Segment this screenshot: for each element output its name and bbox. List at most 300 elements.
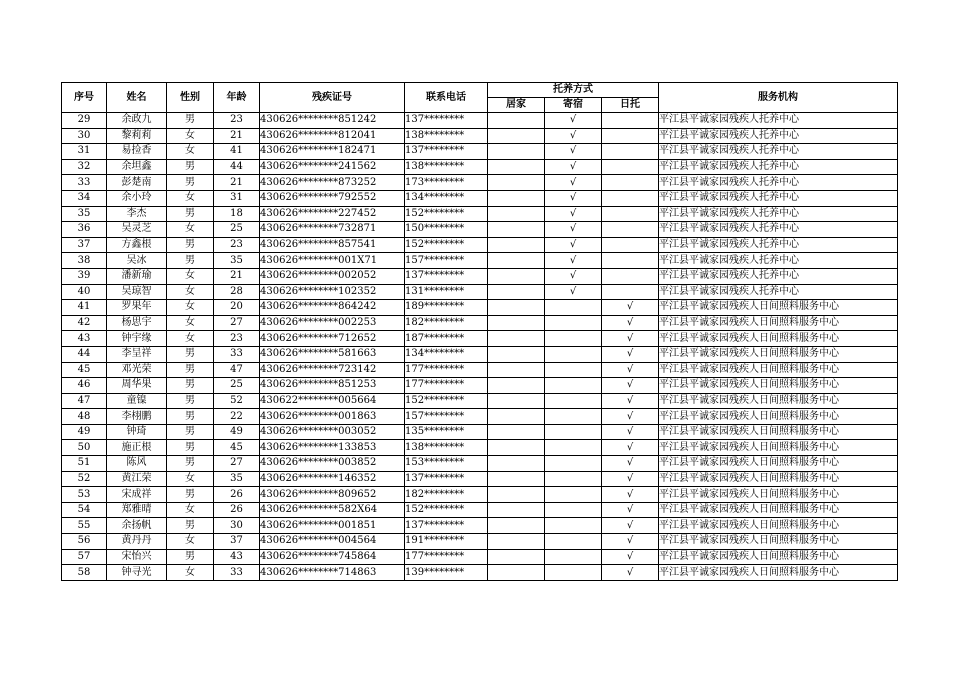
- cell-id-no: 430626********712652: [260, 331, 405, 347]
- cell-name: 邓光荣: [107, 362, 167, 378]
- check-mark-icon: √: [626, 379, 634, 391]
- cell-name: 陈风: [107, 456, 167, 472]
- cell-gender: 男: [167, 113, 214, 129]
- cell-boarding: [545, 378, 602, 394]
- cell-phone: 134********: [405, 190, 488, 206]
- cell-home: [488, 284, 545, 300]
- cell-age: 33: [214, 565, 260, 581]
- check-mark-icon: √: [569, 223, 577, 235]
- header-org: 服务机构: [659, 83, 898, 113]
- cell-gender: 男: [167, 206, 214, 222]
- cell-name: 余坦鑫: [107, 159, 167, 175]
- cell-phone: 150********: [405, 222, 488, 238]
- cell-daycare: [602, 471, 659, 487]
- cell-gender: 女: [167, 502, 214, 518]
- cell-home: [488, 222, 545, 238]
- cell-id-no: 430626********003052: [260, 424, 405, 440]
- cell-phone: 177********: [405, 549, 488, 565]
- header-gender: 性别: [167, 83, 214, 113]
- cell-home: [488, 440, 545, 456]
- cell-name: 钟琦: [107, 424, 167, 440]
- cell-name: 方鑫根: [107, 237, 167, 253]
- cell-age: 26: [214, 502, 260, 518]
- cell-name: 黎莉莉: [107, 128, 167, 144]
- cell-id-no: 430626********241562: [260, 159, 405, 175]
- cell-daycare: [602, 144, 659, 160]
- cell-boarding: [545, 549, 602, 565]
- cell-id-no: 430626********745864: [260, 549, 405, 565]
- cell-phone: 131********: [405, 284, 488, 300]
- cell-id-no: 430626********857541: [260, 237, 405, 253]
- check-mark-icon: √: [626, 550, 634, 562]
- cell-seq: 43: [62, 331, 107, 347]
- cell-boarding: [545, 456, 602, 472]
- table-row: [62, 378, 898, 394]
- cell-age: 22: [214, 409, 260, 425]
- cell-phone: 137********: [405, 268, 488, 284]
- cell-name: 黄江荣: [107, 471, 167, 487]
- cell-boarding: [545, 424, 602, 440]
- cell-seq: 32: [62, 159, 107, 175]
- cell-id-no: 430626********102352: [260, 284, 405, 300]
- cell-id-no: 430626********133853: [260, 440, 405, 456]
- cell-daycare: [602, 518, 659, 534]
- cell-daycare: [602, 159, 659, 175]
- cell-phone: 135********: [405, 424, 488, 440]
- cell-seq: 35: [62, 206, 107, 222]
- cell-age: 20: [214, 300, 260, 316]
- cell-gender: 男: [167, 362, 214, 378]
- cell-org: 平江县平诚家园残疾人日间照料服务中心: [659, 440, 898, 456]
- check-mark-icon: √: [626, 426, 634, 438]
- cell-phone: 138********: [405, 128, 488, 144]
- cell-name: 吴冰: [107, 253, 167, 269]
- cell-daycare: [602, 300, 659, 316]
- cell-boarding: [545, 315, 602, 331]
- cell-seq: 41: [62, 300, 107, 316]
- cell-phone: 134********: [405, 346, 488, 362]
- cell-id-no: 430626********001863: [260, 409, 405, 425]
- cell-org: 平江县平诚家园残疾人日间照料服务中心: [659, 518, 898, 534]
- table-row: [62, 346, 898, 362]
- cell-age: 31: [214, 190, 260, 206]
- check-mark-icon: √: [569, 161, 577, 173]
- cell-daycare: [602, 565, 659, 581]
- cell-org: 平江县平诚家园残疾人日间照料服务中心: [659, 487, 898, 503]
- cell-daycare: [602, 487, 659, 503]
- cell-age: 21: [214, 128, 260, 144]
- table-header: [62, 83, 898, 113]
- cell-boarding: [545, 471, 602, 487]
- table-row: [62, 175, 898, 191]
- header-boarding: 寄宿: [545, 98, 602, 113]
- cell-id-no: 430626********809652: [260, 487, 405, 503]
- cell-age: 21: [214, 175, 260, 191]
- cell-age: 21: [214, 268, 260, 284]
- cell-gender: 女: [167, 268, 214, 284]
- table-row: [62, 284, 898, 300]
- check-mark-icon: √: [569, 254, 577, 266]
- cell-daycare: [602, 253, 659, 269]
- check-mark-icon: √: [626, 317, 634, 329]
- cell-phone: 189********: [405, 300, 488, 316]
- cell-home: [488, 300, 545, 316]
- cell-name: 潘新瑜: [107, 268, 167, 284]
- cell-gender: 女: [167, 222, 214, 238]
- cell-org: 平江县平诚家园残疾人日间照料服务中心: [659, 346, 898, 362]
- table-row: [62, 534, 898, 550]
- check-mark-icon: √: [626, 472, 634, 484]
- header-id-no: 残疾证号: [260, 83, 405, 113]
- cell-org: 平江县平诚家园残疾人日间照料服务中心: [659, 471, 898, 487]
- table-row: [62, 565, 898, 581]
- check-mark-icon: √: [569, 176, 577, 188]
- table-row: [62, 549, 898, 565]
- header-care-mode: 托养方式: [488, 83, 659, 98]
- cell-home: [488, 346, 545, 362]
- check-mark-icon: √: [569, 285, 577, 297]
- table-row: [62, 440, 898, 456]
- cell-home: [488, 502, 545, 518]
- cell-daycare: [602, 362, 659, 378]
- check-mark-icon: √: [626, 457, 634, 469]
- cell-name: 余政九: [107, 113, 167, 129]
- cell-id-no: 430626********182471: [260, 144, 405, 160]
- cell-org: 平江县平诚家园残疾人日间照料服务中心: [659, 362, 898, 378]
- cell-boarding: [545, 206, 602, 222]
- cell-id-no: 430626********723142: [260, 362, 405, 378]
- cell-id-no: 430626********851242: [260, 113, 405, 129]
- cell-boarding: [545, 190, 602, 206]
- cell-name: 童镍: [107, 393, 167, 409]
- cell-phone: 177********: [405, 362, 488, 378]
- cell-name: 吴灵芝: [107, 222, 167, 238]
- cell-home: [488, 128, 545, 144]
- cell-phone: 137********: [405, 113, 488, 129]
- cell-seq: 50: [62, 440, 107, 456]
- cell-gender: 男: [167, 424, 214, 440]
- check-mark-icon: √: [569, 129, 577, 141]
- cell-phone: 182********: [405, 315, 488, 331]
- header-daycare: 日托: [602, 98, 659, 113]
- cell-age: 49: [214, 424, 260, 440]
- cell-seq: 57: [62, 549, 107, 565]
- cell-daycare: [602, 206, 659, 222]
- cell-boarding: [545, 409, 602, 425]
- cell-phone: 157********: [405, 409, 488, 425]
- table-row: [62, 518, 898, 534]
- cell-org: 平江县平诚家园残疾人托养中心: [659, 159, 898, 175]
- cell-org: 平江县平诚家园残疾人托养中心: [659, 190, 898, 206]
- cell-age: 28: [214, 284, 260, 300]
- cell-phone: 152********: [405, 237, 488, 253]
- cell-id-no: 430626********003852: [260, 456, 405, 472]
- cell-name: 施正根: [107, 440, 167, 456]
- cell-boarding: [545, 159, 602, 175]
- cell-age: 33: [214, 346, 260, 362]
- cell-name: 吴琼智: [107, 284, 167, 300]
- cell-org: 平江县平诚家园残疾人托养中心: [659, 113, 898, 129]
- cell-seq: 39: [62, 268, 107, 284]
- cell-phone: 173********: [405, 175, 488, 191]
- cell-daycare: [602, 378, 659, 394]
- table-row: [62, 128, 898, 144]
- cell-gender: 男: [167, 378, 214, 394]
- cell-phone: 138********: [405, 440, 488, 456]
- table-row: [62, 409, 898, 425]
- check-mark-icon: √: [626, 488, 634, 500]
- cell-org: 平江县平诚家园残疾人日间照料服务中心: [659, 549, 898, 565]
- cell-name: 周华果: [107, 378, 167, 394]
- cell-boarding: [545, 331, 602, 347]
- cell-gender: 女: [167, 471, 214, 487]
- cell-age: 41: [214, 144, 260, 160]
- cell-org: 平江县平诚家园残疾人托养中心: [659, 206, 898, 222]
- cell-phone: 137********: [405, 471, 488, 487]
- cell-phone: 139********: [405, 565, 488, 581]
- cell-seq: 34: [62, 190, 107, 206]
- cell-daycare: [602, 237, 659, 253]
- cell-boarding: [545, 440, 602, 456]
- cell-seq: 56: [62, 534, 107, 550]
- cell-phone: 152********: [405, 206, 488, 222]
- cell-home: [488, 144, 545, 160]
- cell-seq: 44: [62, 346, 107, 362]
- check-mark-icon: √: [569, 207, 577, 219]
- cell-age: 25: [214, 378, 260, 394]
- cell-seq: 58: [62, 565, 107, 581]
- cell-boarding: [545, 113, 602, 129]
- cell-age: 45: [214, 440, 260, 456]
- check-mark-icon: √: [569, 192, 577, 204]
- check-mark-icon: √: [626, 394, 634, 406]
- cell-org: 平江县平诚家园残疾人托养中心: [659, 222, 898, 238]
- cell-id-no: 430626********002253: [260, 315, 405, 331]
- cell-gender: 女: [167, 534, 214, 550]
- cell-age: 27: [214, 315, 260, 331]
- cell-phone: 138********: [405, 159, 488, 175]
- cell-gender: 女: [167, 331, 214, 347]
- cell-id-no: 430626********582X64: [260, 502, 405, 518]
- cell-age: 35: [214, 253, 260, 269]
- cell-boarding: [545, 534, 602, 550]
- cell-home: [488, 331, 545, 347]
- cell-org: 平江县平诚家园残疾人托养中心: [659, 253, 898, 269]
- cell-home: [488, 175, 545, 191]
- cell-gender: 女: [167, 128, 214, 144]
- cell-age: 43: [214, 549, 260, 565]
- cell-boarding: [545, 284, 602, 300]
- cell-home: [488, 315, 545, 331]
- cell-home: [488, 253, 545, 269]
- check-mark-icon: √: [626, 348, 634, 360]
- table-row: [62, 502, 898, 518]
- cell-gender: 男: [167, 518, 214, 534]
- cell-seq: 38: [62, 253, 107, 269]
- cell-age: 18: [214, 206, 260, 222]
- cell-boarding: [545, 300, 602, 316]
- cell-id-no: 430626********873252: [260, 175, 405, 191]
- check-mark-icon: √: [569, 239, 577, 251]
- cell-daycare: [602, 534, 659, 550]
- cell-daycare: [602, 393, 659, 409]
- cell-gender: 男: [167, 549, 214, 565]
- cell-home: [488, 159, 545, 175]
- cell-daycare: [602, 113, 659, 129]
- cell-daycare: [602, 315, 659, 331]
- cell-gender: 男: [167, 409, 214, 425]
- cell-home: [488, 424, 545, 440]
- cell-id-no: 430622********005664: [260, 393, 405, 409]
- cell-age: 23: [214, 113, 260, 129]
- cell-daycare: [602, 128, 659, 144]
- cell-age: 23: [214, 331, 260, 347]
- cell-gender: 男: [167, 175, 214, 191]
- cell-name: 易捡香: [107, 144, 167, 160]
- check-mark-icon: √: [626, 519, 634, 531]
- check-mark-icon: √: [626, 332, 634, 344]
- cell-seq: 49: [62, 424, 107, 440]
- table-row: [62, 268, 898, 284]
- cell-boarding: [545, 346, 602, 362]
- cell-seq: 36: [62, 222, 107, 238]
- registry-table: [61, 82, 898, 581]
- cell-org: 平江县平诚家园残疾人日间照料服务中心: [659, 300, 898, 316]
- cell-name: 宋成祥: [107, 487, 167, 503]
- check-mark-icon: √: [626, 504, 634, 516]
- cell-org: 平江县平诚家园残疾人托养中心: [659, 175, 898, 191]
- cell-id-no: 430626********732871: [260, 222, 405, 238]
- cell-daycare: [602, 175, 659, 191]
- cell-name: 李杰: [107, 206, 167, 222]
- table-row: [62, 237, 898, 253]
- cell-gender: 男: [167, 159, 214, 175]
- cell-boarding: [545, 175, 602, 191]
- cell-org: 平江县平诚家园残疾人日间照料服务中心: [659, 315, 898, 331]
- table-row: [62, 331, 898, 347]
- cell-home: [488, 518, 545, 534]
- cell-id-no: 430626********851253: [260, 378, 405, 394]
- cell-gender: 男: [167, 487, 214, 503]
- cell-boarding: [545, 362, 602, 378]
- cell-age: 27: [214, 456, 260, 472]
- cell-org: 平江县平诚家园残疾人日间照料服务中心: [659, 502, 898, 518]
- cell-daycare: [602, 549, 659, 565]
- cell-org: 平江县平诚家园残疾人日间照料服务中心: [659, 456, 898, 472]
- cell-id-no: 430626********227452: [260, 206, 405, 222]
- cell-id-no: 430626********792552: [260, 190, 405, 206]
- cell-home: [488, 378, 545, 394]
- cell-gender: 男: [167, 440, 214, 456]
- cell-boarding: [545, 253, 602, 269]
- table-row: [62, 362, 898, 378]
- cell-daycare: [602, 456, 659, 472]
- check-mark-icon: √: [626, 410, 634, 422]
- cell-seq: 30: [62, 128, 107, 144]
- cell-name: 余扬帆: [107, 518, 167, 534]
- cell-org: 平江县平诚家园残疾人日间照料服务中心: [659, 424, 898, 440]
- cell-age: 37: [214, 534, 260, 550]
- cell-home: [488, 487, 545, 503]
- header-seq: 序号: [62, 83, 107, 113]
- table-row: [62, 471, 898, 487]
- table-row: [62, 253, 898, 269]
- cell-boarding: [545, 565, 602, 581]
- cell-seq: 53: [62, 487, 107, 503]
- check-mark-icon: √: [626, 566, 634, 578]
- cell-seq: 48: [62, 409, 107, 425]
- cell-seq: 33: [62, 175, 107, 191]
- cell-boarding: [545, 222, 602, 238]
- cell-gender: 女: [167, 190, 214, 206]
- cell-id-no: 430626********001X71: [260, 253, 405, 269]
- cell-seq: 40: [62, 284, 107, 300]
- cell-seq: 31: [62, 144, 107, 160]
- cell-seq: 52: [62, 471, 107, 487]
- cell-home: [488, 409, 545, 425]
- cell-id-no: 430626********714863: [260, 565, 405, 581]
- cell-id-no: 430626********002052: [260, 268, 405, 284]
- cell-org: 平江县平诚家园残疾人日间照料服务中心: [659, 331, 898, 347]
- cell-daycare: [602, 346, 659, 362]
- cell-org: 平江县平诚家园残疾人托养中心: [659, 284, 898, 300]
- table-row: [62, 206, 898, 222]
- check-mark-icon: √: [569, 270, 577, 282]
- cell-gender: 女: [167, 144, 214, 160]
- cell-boarding: [545, 502, 602, 518]
- cell-daycare: [602, 409, 659, 425]
- cell-home: [488, 534, 545, 550]
- cell-org: 平江县平诚家园残疾人日间照料服务中心: [659, 565, 898, 581]
- cell-boarding: [545, 268, 602, 284]
- cell-name: 彭楚南: [107, 175, 167, 191]
- cell-seq: 51: [62, 456, 107, 472]
- cell-boarding: [545, 518, 602, 534]
- cell-id-no: 430626********004564: [260, 534, 405, 550]
- cell-age: 52: [214, 393, 260, 409]
- cell-id-no: 430626********001851: [260, 518, 405, 534]
- table-row: [62, 222, 898, 238]
- table-row: [62, 144, 898, 160]
- cell-gender: 女: [167, 300, 214, 316]
- cell-org: 平江县平诚家园残疾人托养中心: [659, 237, 898, 253]
- cell-home: [488, 113, 545, 129]
- cell-boarding: [545, 237, 602, 253]
- cell-name: 余小玲: [107, 190, 167, 206]
- cell-phone: 137********: [405, 518, 488, 534]
- header-name: 姓名: [107, 83, 167, 113]
- cell-home: [488, 362, 545, 378]
- cell-daycare: [602, 440, 659, 456]
- cell-seq: 45: [62, 362, 107, 378]
- table-row: [62, 190, 898, 206]
- cell-age: 35: [214, 471, 260, 487]
- cell-boarding: [545, 128, 602, 144]
- header-home: 居家: [488, 98, 545, 113]
- cell-phone: 177********: [405, 378, 488, 394]
- cell-phone: 182********: [405, 487, 488, 503]
- header-phone: 联系电话: [405, 83, 488, 113]
- cell-daycare: [602, 502, 659, 518]
- cell-seq: 54: [62, 502, 107, 518]
- cell-daycare: [602, 424, 659, 440]
- cell-name: 宋怡兴: [107, 549, 167, 565]
- cell-name: 李栩鹏: [107, 409, 167, 425]
- check-mark-icon: √: [569, 114, 577, 126]
- cell-org: 平江县平诚家园残疾人日间照料服务中心: [659, 409, 898, 425]
- check-mark-icon: √: [569, 145, 577, 157]
- table-row: [62, 393, 898, 409]
